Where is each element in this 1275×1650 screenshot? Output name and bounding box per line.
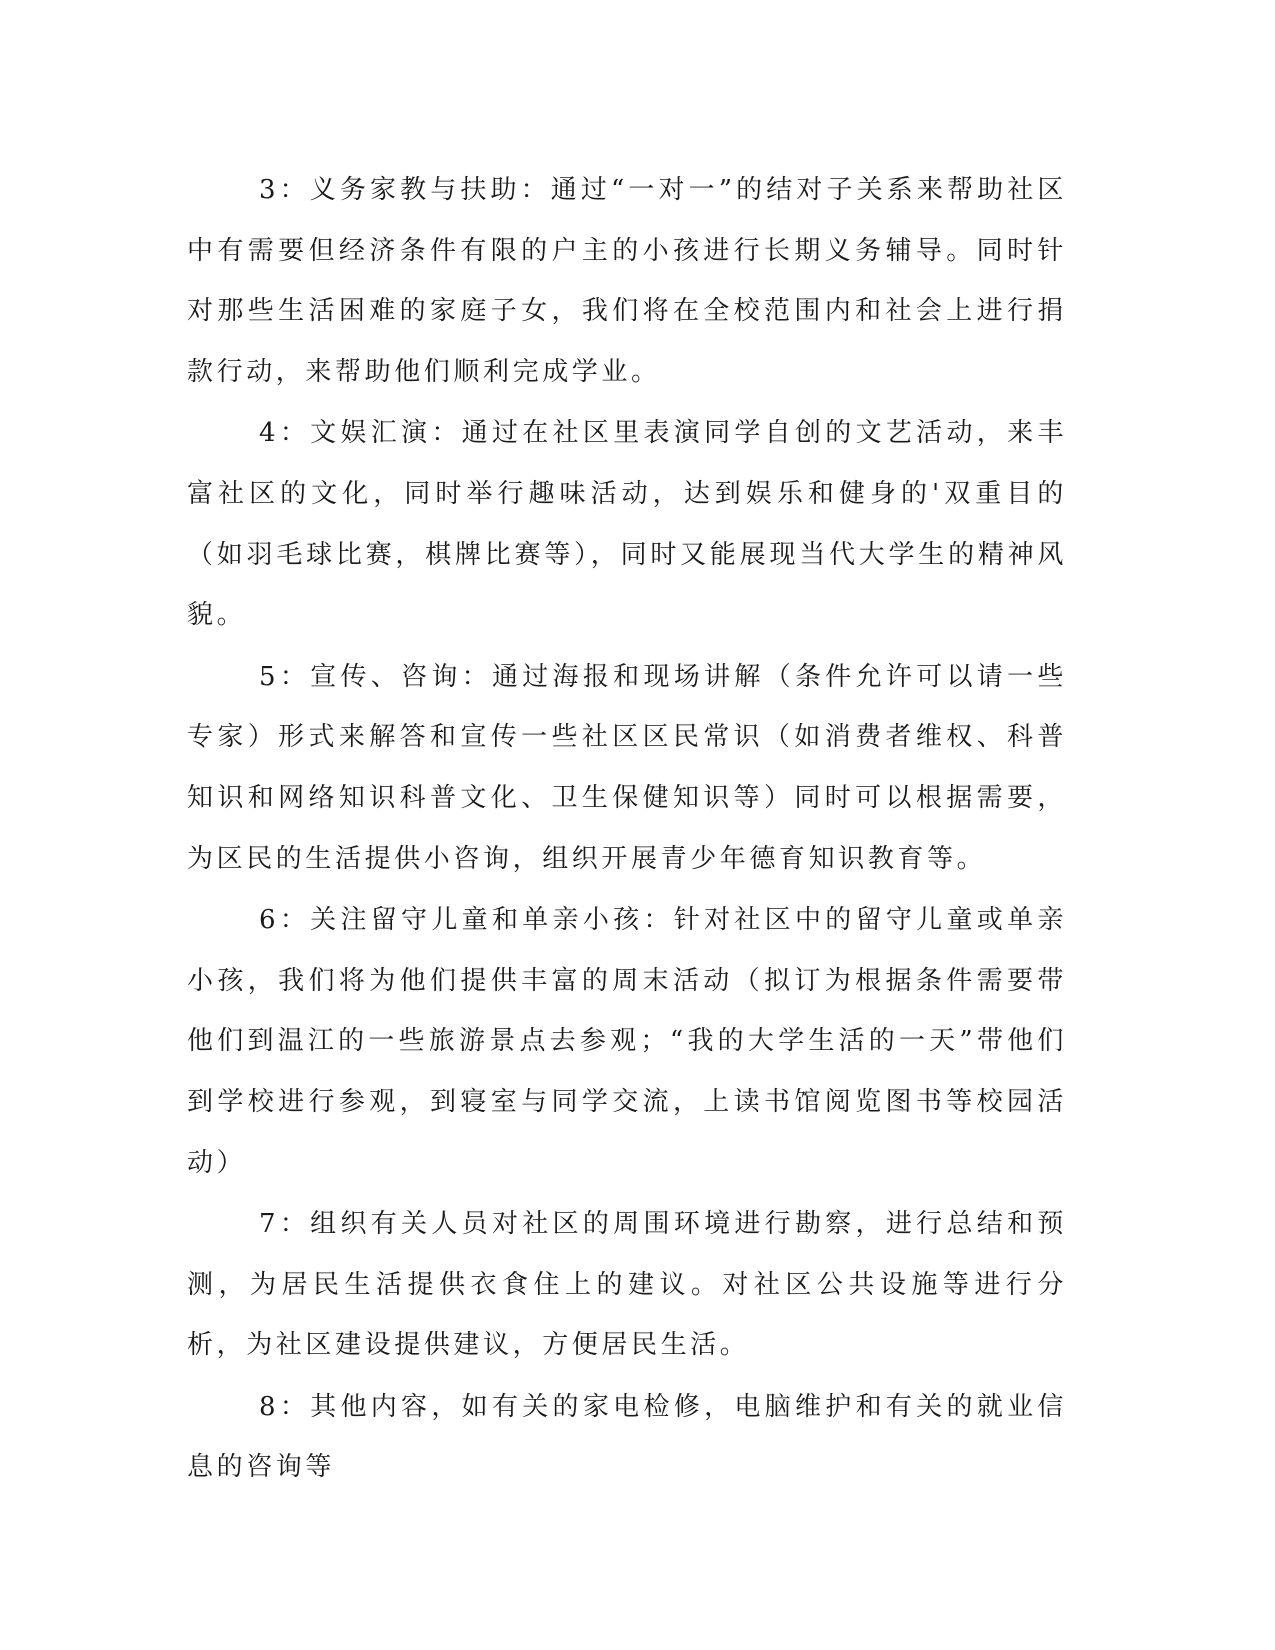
paragraph-item-5: 5：宣传、咨询：通过海报和现场讲解（条件允许可以请一些专家）形式来解答和宣传一些社区区民常识（如消费者维权、科普知识和网络知识科普文化、卫生保健知识等）同时可以根据需要，为区民的生活提供小咨询，组织开展青少年德育知识教育等。: [187, 661, 1067, 874]
paragraph-item-7: 7：组织有关人员对社区的周围环境进行勘察，进行总结和预测，为居民生活提供衣食住上的建议。对社区公共设施等进行分析，为社区建设提供建议，方便居民生活。: [187, 1209, 1067, 1361]
document-body: [187, 160, 1067, 1499]
paragraph-item-6: 6：关注留守儿童和单亲小孩：针对社区中的留守儿童或单亲小孩，我们将为他们提供丰富的周末活动（拟订为根据条件需要带他们到温江的一些旅游景点去参观；“我的大学生活的一天”带他们到学校进行参观，到寝室与同学交流，上读书馆阅览图书等校园活动）: [187, 905, 1067, 1178]
paragraph-item-8: 8：其他内容，如有关的家电检修，电脑维护和有关的就业信息的咨询等: [187, 1391, 1067, 1483]
paragraph-item-4: 4：文娱汇演：通过在社区里表演同学自创的文艺活动，来丰富社区的文化，同时举行趣味活动，达到娱乐和健身的'双重目的（如羽毛球比赛，棋牌比赛等），同时又能展现当代大学生的精神风貌。: [187, 418, 1067, 631]
paragraph-item-3: 3：义务家教与扶助：通过“一对一”的结对子关系来帮助社区中有需要但经济条件有限的户主的小孩进行长期义务辅导。同时针对那些生活困难的家庭子女，我们将在全校范围内和社会上进行捐款行动，来帮助他们顺利完成学业。: [187, 175, 1067, 387]
